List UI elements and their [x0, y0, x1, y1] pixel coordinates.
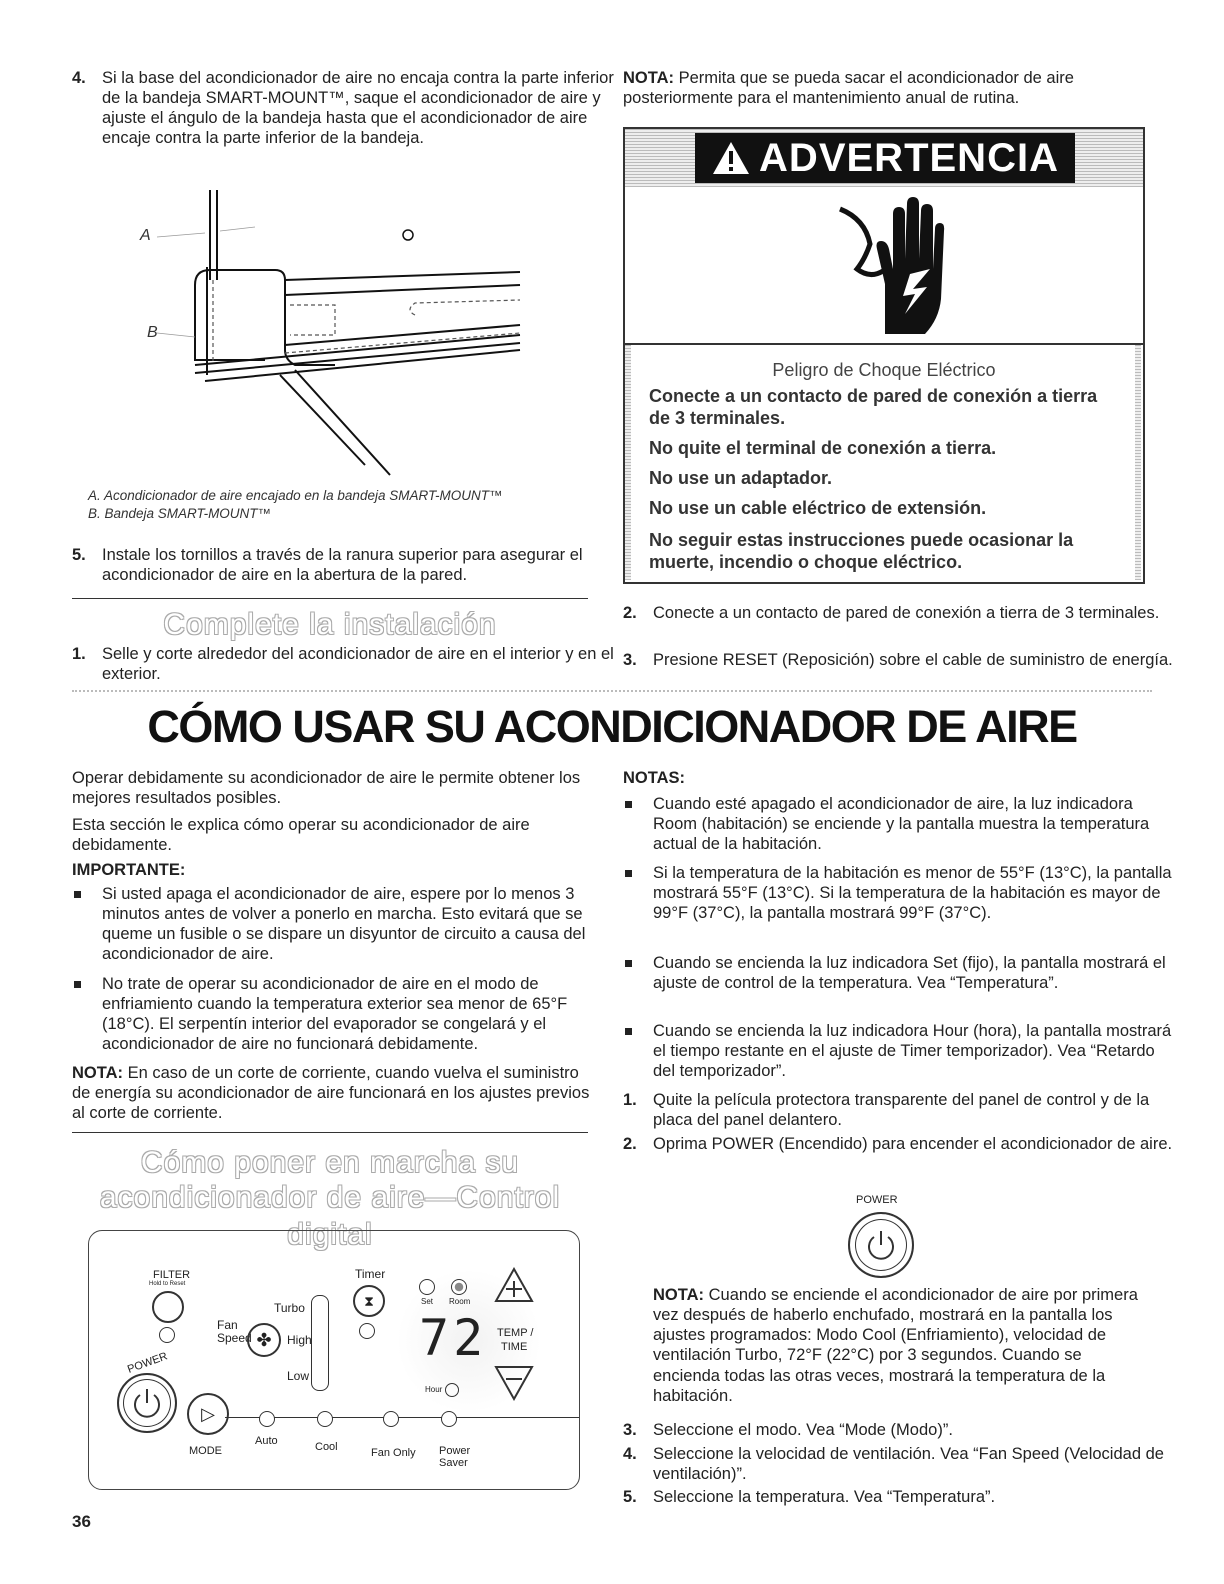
filter-button[interactable] [152, 1291, 184, 1323]
warning-divider [625, 343, 1143, 345]
importante-bullet-2: No trate de operar su acondicionador de aire en el modo de enfriamiento cuando la temperatura exterior sea menor de 65°F (18°C). El serpentín interior del evaporador se congelará y el acondicionador de aire no funcionará debidamente. [72, 974, 622, 1055]
section-rule [72, 598, 588, 599]
mode-button[interactable] [187, 1393, 229, 1435]
step-number: 3. [623, 651, 637, 669]
timer-button[interactable] [353, 1285, 385, 1317]
importante-label: IMPORTANTE: [72, 861, 186, 879]
note-label: NOTA: [653, 1286, 705, 1304]
set-indicator [419, 1279, 435, 1295]
hour-label: Hour [425, 1385, 443, 1394]
section-title-start-2: acondicionador de aire—Control digital [99, 1181, 561, 1251]
mode-power-saver-indicator [441, 1411, 457, 1427]
filter-sub-label: Hold to Reset [149, 1281, 186, 1287]
mode-auto-indicator [259, 1411, 275, 1427]
hourglass-icon: ⧗ [364, 1293, 374, 1309]
auto-label: Auto [255, 1435, 278, 1447]
notas-bullet-2: Si la temperatura de la habitación es menor de 55°F (13°C), la pantalla mostrará 55°F (13°C). Si la temperatura de la habitación es mayor de 99°F (37°C), la pantalla mostrará 99°F (37°C). [623, 863, 1173, 923]
notas-bullet-4: Cuando se encienda la luz indicadora Hour (hora), la pantalla mostrará el tiempo restante en el ajuste de Timer temporizador). Vea “Retardo del temporizador”. [623, 1021, 1173, 1081]
importante-bullet-1: Si usted apaga el acondicionador de aire, espere por lo menos 3 minutos antes de volver a ponerlo en marcha. Esto evitará que se queme un fusible o se dispare un disyuntor de circuito a causa del acondicionador de aire. [72, 884, 622, 965]
note-text: Cuando se enciende el acondicionador de aire por primera vez después de haberlo enchufado, mostrará en la pantalla los ajustes programados: Modo Cool (Enfriamiento), velocidad de ventilación Turbo, 72°F (22°C) por 3 segundos. Cuando se encienda todas las otras veces, mostrará la temperatura de la habitación. [653, 1286, 1138, 1405]
temp-label: TEMP / [497, 1327, 534, 1339]
hour-indicator [445, 1383, 459, 1397]
step-2-use [623, 1134, 1173, 1154]
filter-indicator [159, 1327, 175, 1343]
power-button-label: POWER [856, 1194, 898, 1206]
section-title-complete: Complete la instalación [163, 608, 497, 641]
step-text: Selle y corte alrededor del acondicionador de aire en el interior y en el exterior. [102, 645, 614, 684]
cool-label: Cool [315, 1441, 338, 1453]
note-label: NOTA: [623, 69, 675, 87]
power-saver-line-1: Power [439, 1445, 471, 1457]
step-4-use [623, 1444, 1173, 1484]
filter-label: FILTER [153, 1269, 191, 1281]
step-number: 2. [623, 1135, 637, 1153]
electric-shock-hand-icon [835, 189, 945, 339]
step-number: 5. [623, 1488, 637, 1506]
intro-2: Esta sección le explica cómo operar su acondicionador de aire debidamente. [72, 816, 530, 855]
step-1-use [623, 1090, 1173, 1130]
step-number: 4. [623, 1445, 637, 1463]
note-power-cut [72, 1063, 592, 1123]
step-number: 5. [72, 546, 86, 564]
step-text: Seleccione la velocidad de ventilación. Vea “Fan Speed (Velocidad de ventilación)”. [653, 1445, 1164, 1484]
high-label: High [287, 1333, 312, 1347]
timer-indicator [359, 1323, 375, 1339]
time-label: TIME [501, 1341, 528, 1353]
step-number: 1. [72, 645, 86, 663]
power-button[interactable] [117, 1373, 177, 1433]
step-4 [72, 68, 622, 149]
power-saver-line-2: Saver [439, 1457, 468, 1470]
step-number: 1. [623, 1091, 637, 1109]
step-text: Seleccione el modo. Vea “Mode (Modo)”. [653, 1421, 953, 1439]
control-panel [88, 1230, 580, 1490]
note-text: Permita que se pueda sacar el acondicionador de aire posteriormente para el mantenimiento anual de rutina. [623, 69, 1074, 108]
timer-label: Timer [355, 1267, 386, 1281]
step-1 [72, 644, 622, 684]
page-number: 36 [72, 1512, 91, 1531]
step-number: 2. [623, 604, 637, 622]
caption-a: A. Acondicionador de aire encajado en la bandeja SMART-MOUNT™ [88, 488, 503, 503]
power-saver-label [439, 1445, 470, 1469]
step-text: Seleccione la temperatura. Vea “Temperatura”. [653, 1488, 996, 1506]
main-title: CÓMO USAR SU ACONDICIONADOR DE AIRE [147, 701, 1077, 752]
warning-line-2: No quite el terminal de conexión a tierra. [649, 438, 997, 458]
warning-line-5: No seguir estas instrucciones puede ocasionar la muerte, incendio o choque eléctrico. [649, 530, 1074, 573]
mode-cool-indicator [317, 1411, 333, 1427]
note-first-power [653, 1285, 1145, 1406]
fan-label: Fan [217, 1318, 238, 1332]
step-text: Instale los tornillos a través de la ranura superior para asegurar el acondicionador de aire en la abertura de la pared. [102, 546, 583, 585]
notas-bullet-1: Cuando esté apagado el acondicionador de aire, la luz indicadora Room (habitación) se enciende y la pantalla muestra la temperatura actual de la habitación. [623, 794, 1173, 854]
room-indicator [451, 1279, 467, 1295]
notas-bullet-3: Cuando se encienda la luz indicadora Set (fijo), la pantalla mostrará el ajuste de control de la temperatura. Vea “Temperatura”. [623, 953, 1173, 993]
warning-title: ADVERTENCIA [759, 136, 1059, 180]
play-icon: ▷ [201, 1404, 215, 1424]
fan-only-label: Fan Only [371, 1447, 416, 1459]
warning-line-1: Conecte a un contacto de pared de conexión a tierra de 3 terminales. [649, 386, 1098, 429]
fan-icon: ✤ [256, 1330, 272, 1350]
step-number: 4. [72, 69, 86, 87]
warning-line-3: No use un adaptador. [649, 468, 833, 488]
step-text: Quite la película protectora transparente del panel de control y de la placa del panel delantero. [653, 1091, 1150, 1130]
step-3-top [623, 650, 1173, 670]
note-label: NOTA: [72, 1064, 124, 1082]
smart-mount-diagram [135, 185, 535, 480]
mode-track [225, 1417, 579, 1418]
power-button-large[interactable] [848, 1212, 914, 1278]
step-text: Conecte a un contacto de pared de conexión a tierra de 3 terminales. [653, 604, 1160, 622]
warning-title-row [695, 133, 1075, 183]
warning-box [623, 127, 1145, 584]
step-number: 3. [623, 1421, 637, 1439]
step-text: Oprima POWER (Encendido) para encender el acondicionador de aire. [653, 1135, 1173, 1153]
section-divider [72, 690, 1152, 692]
mode-fan-only-indicator [383, 1411, 399, 1427]
power-icon [850, 1214, 912, 1276]
turbo-label: Turbo [274, 1301, 305, 1315]
room-label: Room [449, 1297, 471, 1306]
fan-speed-button[interactable] [247, 1323, 281, 1357]
power-label: POWER [125, 1350, 170, 1376]
step-text: Presione RESET (Reposición) sobre el cable de suministro de energía. [653, 651, 1173, 669]
warning-line-4: No use un cable eléctrico de extensión. [649, 498, 987, 518]
warning-triangle-icon [711, 140, 751, 176]
note-text: En caso de un corte de corriente, cuando vuelva el suministro de energía su acondicionador de aire funcionará en los ajustes previos al corte de corriente. [72, 1064, 590, 1123]
intro-1: Operar debidamente su acondicionador de aire le permite obtener los mejores resultados posibles. [72, 769, 581, 808]
step-5 [72, 545, 622, 585]
fan-speed-indicator-bar [311, 1295, 329, 1391]
temp-down-button[interactable] [494, 1363, 534, 1401]
temperature-display: 72 [419, 1309, 488, 1367]
label-b: B [147, 324, 158, 341]
label-a: A [140, 227, 151, 244]
mode-label: MODE [189, 1445, 222, 1457]
low-label: Low [287, 1369, 310, 1383]
section-title-start-1: Cómo poner en marcha su [140, 1146, 520, 1179]
power-icon [119, 1375, 175, 1431]
set-label: Set [421, 1297, 434, 1306]
caption-b: B. Bandeja SMART-MOUNT™ [88, 506, 272, 521]
note-maintenance [623, 68, 1148, 108]
section-rule-2 [72, 1132, 588, 1133]
step-2-top [623, 603, 1173, 623]
step-text: Si la base del acondicionador de aire no encaja contra la parte inferior de la bandeja SMART-MOUNT™, saque el acondicionador de aire y ajuste el ángulo de la bandeja hasta que el acondicionador de aire encaje contra la parte inferior de la bandeja. [102, 69, 614, 148]
notas-label: NOTAS: [623, 769, 686, 787]
speed-label: Speed [217, 1331, 252, 1346]
step-3-use [623, 1420, 1173, 1440]
step-5-use [623, 1487, 1173, 1507]
warning-hazard: Peligro de Choque Eléctrico [772, 360, 996, 380]
temp-up-button[interactable] [494, 1267, 534, 1305]
